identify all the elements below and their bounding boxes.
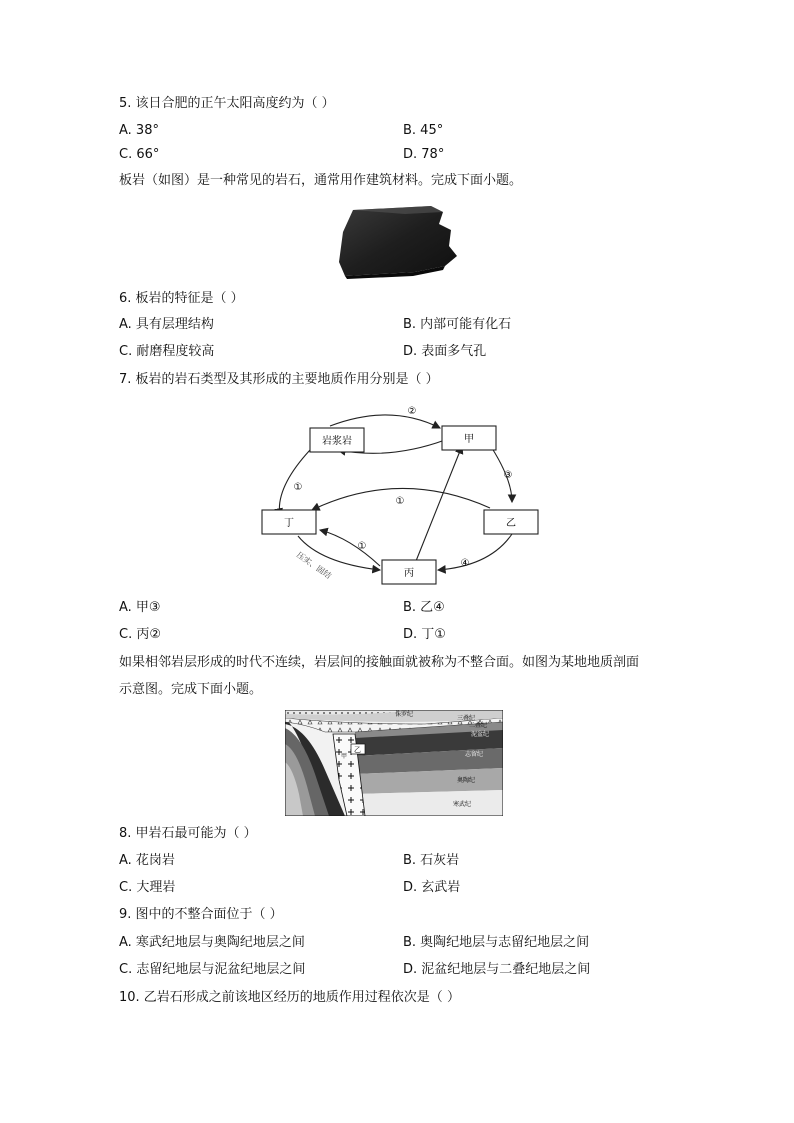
q9-option-d: D. 泥盆纪地层与二叠纪地层之间 bbox=[403, 962, 591, 977]
q6-stem: 6. 板岩的特征是（ ） bbox=[119, 291, 244, 306]
box-yi-label: 乙 bbox=[506, 518, 516, 529]
rock-cycle-diagram bbox=[250, 398, 550, 588]
q8-option-c: C. 大理岩 bbox=[119, 880, 176, 895]
q5-option-b: B. 45° bbox=[403, 123, 444, 138]
q7-option-a: A. 甲③ bbox=[119, 600, 161, 615]
q8-option-a: A. 花岗岩 bbox=[119, 853, 175, 868]
geologic-section-diagram bbox=[285, 710, 503, 816]
box-jia-label: 甲 bbox=[464, 434, 474, 445]
q10-stem: 10. 乙岩石形成之前该地区经历的地质作用过程依次是（ ） bbox=[119, 990, 460, 1005]
label-permian: 二叠纪 bbox=[469, 722, 488, 729]
q5-option-d: D. 78° bbox=[403, 147, 445, 162]
arrow-bing-to-jia bbox=[416, 446, 462, 561]
q5-option-a: A. 38° bbox=[119, 123, 159, 138]
q6-option-a: A. 具有层理结构 bbox=[119, 317, 214, 332]
label-process-1-top: ① bbox=[395, 496, 405, 507]
q6-option-b: B. 内部可能有化石 bbox=[403, 317, 512, 332]
q9-option-c: C. 志留纪地层与泥盆纪地层之间 bbox=[119, 962, 306, 977]
arrow-yi-to-bing bbox=[438, 534, 512, 570]
unconformity-intro-line1: 如果相邻岩层形成的时代不连续，岩层间的接触面就被称为不整合面。如图为某地地质剖面 bbox=[119, 655, 640, 670]
label-ordovician: 奥陶纪 bbox=[457, 777, 476, 784]
q8-option-d: D. 玄武岩 bbox=[403, 880, 461, 895]
label-jia-rock: 甲 bbox=[341, 753, 348, 760]
q9-stem: 9. 图中的不整合面位于（ ） bbox=[119, 907, 283, 922]
q7-option-b: B. 乙④ bbox=[403, 600, 445, 615]
box-bing-label: 丙 bbox=[404, 568, 414, 579]
q5-stem: 5. 该日合肥的正午太阳高度约为（ ） bbox=[119, 96, 335, 111]
q8-stem: 8. 甲岩石最可能为（ ） bbox=[119, 826, 257, 841]
label-silurian: 志留纪 bbox=[465, 751, 484, 758]
label-yi-rock: 乙 bbox=[354, 746, 361, 754]
label-jurassic: 侏罗纪 bbox=[395, 711, 414, 718]
q9-option-a: A. 寒武纪地层与奥陶纪地层之间 bbox=[119, 935, 305, 950]
q7-option-c: C. 丙② bbox=[119, 627, 161, 642]
arrow-bing-to-ding bbox=[320, 530, 380, 566]
q5-option-c: C. 66° bbox=[119, 147, 160, 162]
label-process-2: ② bbox=[407, 406, 417, 417]
arrow-magma-to-jia bbox=[330, 415, 440, 428]
box-magmatic-rock-label: 岩浆岩 bbox=[322, 436, 352, 447]
label-process-3: ③ bbox=[503, 470, 513, 481]
label-compaction: 压实、固结 bbox=[294, 550, 333, 581]
slate-rock-photo bbox=[335, 202, 463, 280]
label-devonian: 泥盆纪 bbox=[471, 731, 490, 738]
label-process-4: ④ bbox=[460, 558, 470, 569]
label-process-1-bottom: ① bbox=[357, 541, 367, 552]
q7-option-d: D. 丁① bbox=[403, 627, 446, 642]
label-cambrian: 寒武纪 bbox=[453, 801, 472, 808]
label-process-1-left: ① bbox=[293, 482, 303, 493]
q6-option-d: D. 表面多气孔 bbox=[403, 344, 487, 359]
label-triassic: 三叠纪 bbox=[457, 715, 476, 722]
q9-option-b: B. 奥陶纪地层与志留纪地层之间 bbox=[403, 935, 590, 950]
box-ding-label: 丁 bbox=[284, 518, 294, 529]
slate-intro: 板岩（如图）是一种常见的岩石，通常用作建筑材料。完成下面小题。 bbox=[119, 173, 523, 188]
q6-option-c: C. 耐磨程度较高 bbox=[119, 344, 215, 359]
unconformity-intro-line2: 示意图。完成下面小题。 bbox=[119, 682, 263, 697]
q8-option-b: B. 石灰岩 bbox=[403, 853, 460, 868]
q7-stem: 7. 板岩的岩石类型及其形成的主要地质作用分别是（ ） bbox=[119, 372, 439, 387]
